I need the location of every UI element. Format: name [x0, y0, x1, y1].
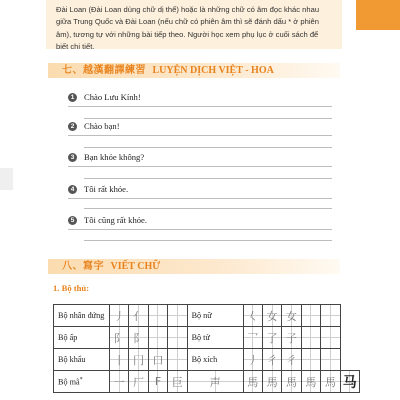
section-translation-header: [48, 63, 340, 78]
exercise-number: 5: [68, 216, 77, 225]
section-translation-title-viet: LUYỆN DỊCH VIỆT - HOA: [152, 65, 274, 76]
exercise-number: 1: [68, 93, 77, 102]
answer-line[interactable]: [84, 240, 332, 241]
stroke-order-cell: 彳: [262, 349, 281, 371]
radical-row: [54, 327, 360, 349]
exercise-item: [68, 121, 332, 136]
section-translation-title-han: 七、越漢翻譯練習: [62, 65, 146, 76]
radical-row: [54, 371, 360, 393]
stroke-order-cell: 马: [340, 371, 359, 393]
stroke-order-cell: 馬: [262, 371, 281, 393]
radical-name: Bộ xích: [187, 349, 243, 371]
stroke-order-cell: 馬: [321, 371, 340, 393]
section-writing-title-viet: VIẾT CHỮ: [110, 261, 161, 272]
stroke-order-cell: 巨: [168, 371, 187, 393]
radical-name: Bộ khẩu: [54, 349, 110, 371]
radical-row: [54, 349, 360, 371]
intro-note-text: Đài Loan (Đài Loan dùng chữ dị thể) hoặc là những chữ có âm đọc khác nhau giữa Trung Quốc và Đài Loan (nếu chữ có phiên âm thì sẽ đánh dấu * ở phiên âm), tương tự với những bài tiếp theo. Người học xem phụ lục ở cuối sách để biết chi tiết.: [56, 5, 320, 52]
section-writing-header: [48, 259, 340, 274]
practice-cell[interactable]: [321, 327, 340, 349]
exercise-sentence: Tôi cũng rất khỏe.: [84, 215, 148, 225]
stroke-order-cell: 亻: [129, 305, 148, 327]
answer-line[interactable]: [84, 178, 332, 179]
radical-name: Bộ nữ: [187, 305, 243, 327]
section-writing-title-han: 八、寫字: [62, 261, 104, 272]
practice-cell[interactable]: [301, 305, 320, 327]
radical-name: Bộ nhân đứng: [54, 305, 110, 327]
exercise-sentence: Tôi rất khỏe.: [84, 184, 129, 194]
radical-pronunciation-mark: *: [79, 377, 83, 384]
stroke-order-cell: 乛: [243, 327, 262, 349]
stroke-order-cell: 了: [262, 327, 281, 349]
radical-name: Bộ ấp: [54, 327, 110, 349]
stroke-order-cell: 声: [187, 371, 243, 393]
stroke-order-cell: 丿: [243, 349, 262, 371]
practice-cell[interactable]: [148, 305, 167, 327]
radical-row: [54, 305, 360, 327]
practice-cell[interactable]: [168, 327, 187, 349]
stroke-order-cell: 冂: [129, 349, 148, 371]
stroke-order-cell: 子: [282, 327, 301, 349]
stroke-order-cell: 𡿨: [243, 305, 262, 327]
exercise-item: [68, 184, 332, 199]
exercise-item: [68, 215, 332, 230]
radical-name: Bộ mã*: [54, 371, 110, 393]
stroke-order-cell: 一: [110, 371, 129, 393]
answer-line[interactable]: [84, 118, 332, 119]
exercise-sentence: Bạn khỏe không?: [84, 152, 145, 162]
exercise-item: [68, 92, 332, 107]
stroke-order-cell: 馬: [243, 371, 262, 393]
stroke-order-cell: 馬: [282, 371, 301, 393]
stroke-order-cell: 口: [148, 349, 167, 371]
stroke-order-cell: 女: [282, 305, 301, 327]
answer-line[interactable]: [84, 147, 332, 148]
exercise-sentence: Chào bạn!: [84, 121, 120, 131]
practice-cell[interactable]: [301, 349, 320, 371]
stroke-order-cell: F: [148, 371, 167, 393]
radicals-subheading: 1. Bộ thủ:: [53, 283, 90, 293]
exercise-number: 2: [68, 122, 77, 131]
practice-cell[interactable]: [301, 327, 320, 349]
radical-practice-table: [53, 304, 360, 393]
page-edge-tab: [0, 168, 13, 190]
practice-cell[interactable]: [321, 349, 340, 371]
stroke-order-cell: 阝: [129, 327, 148, 349]
intro-note-box: [46, 0, 342, 52]
practice-cell[interactable]: [168, 349, 187, 371]
practice-cell[interactable]: [321, 305, 340, 327]
exercise-item: [68, 152, 332, 167]
stroke-order-cell: 丨: [110, 349, 129, 371]
stroke-order-cell: 女: [262, 305, 281, 327]
answer-line[interactable]: [84, 208, 332, 209]
practice-cell[interactable]: [148, 327, 167, 349]
stroke-order-cell: 丿: [110, 305, 129, 327]
exercise-sentence: Chào Lưu Kính!: [84, 92, 141, 102]
chapter-corner-tab: [356, 0, 400, 30]
stroke-order-cell: 馬: [301, 371, 320, 393]
stroke-order-cell: 彳: [282, 349, 301, 371]
radical-name: Bộ tử: [187, 327, 243, 349]
stroke-order-cell: 阝: [110, 327, 129, 349]
stroke-order-cell: 厂: [129, 371, 148, 393]
exercise-number: 3: [68, 153, 77, 162]
exercise-number: 4: [68, 185, 77, 194]
practice-cell[interactable]: [168, 305, 187, 327]
